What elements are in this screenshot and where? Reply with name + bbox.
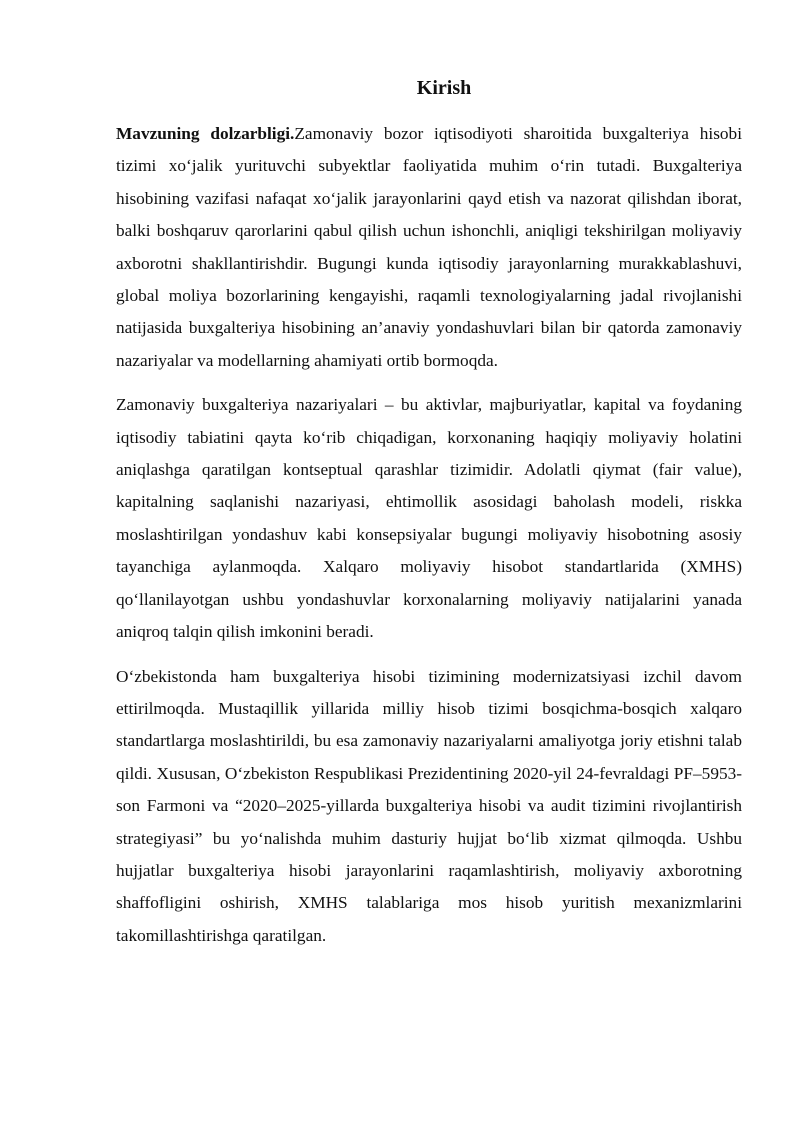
paragraph-relevance — [116, 118, 742, 377]
paragraph-uzbekistan — [116, 661, 742, 953]
page-title: Kirish — [416, 77, 472, 99]
paragraph-text: Zamonaviy bozor iqtisodiyoti sharoitida buxgalteriya hisobi tizimi xo‘jalik yurituvchi subyektlar faoliyatida muhim o‘rin tutadi. Buxgalteriya hisobining vazifasi nafaqat xo‘jalik jarayonlarini qayd etish va nazorat qilishdan iborat, balki boshqaruv qarorlarini qabul qilish uchun ishonchli, aniqligi tekshirilgan moliyaviy axborotni shakllantirishdir. Bugungi kunda iqtisodiy jarayonlarning murakkablashuvi, global moliya bozorlarining kengayishi, raqamli texnologiyalarning jadal rivojlanishi natijasida buxgalteriya hisobining an’anaviy yondashuvlari bilan bir qatorda zamonaviy nazariyalar va modellarning ahamiyati ortib bormoqda. — [116, 124, 743, 370]
paragraph-theories — [116, 389, 742, 648]
paragraph-lead: Mavzuning dolzarbligi. — [116, 124, 295, 143]
paragraph-text: O‘zbekistonda ham buxgalteriya hisobi tizimining modernizatsiyasi izchil davom ettirilmoqda. Mustaqillik yillarida milliy hisob tizimi bosqichma-bosqich xalqaro standartlarga moslashtirildi, bu esa zamonaviy nazariyalarni amaliyotga joriy etishni talab qildi. Xususan, O‘zbekiston Respublikasi Prezidentining 2020-yil 24-fevraldagi PF–5953-son Farmoni va “2020–2025-yillarda buxgalteriya hisobi va audit tizimini rivojlantirish strategiyasi” bu yo‘nalishda muhim dasturiy hujjat bo‘lib xizmat qilmoqda. Ushbu hujjatlar buxgalteriya hisobi jarayonlarini raqamlashtirish, moliyaviy axborotning shaffofligini oshirish, XMHS talablariga mos hisob yuritish mexanizmlarini takomillashtirishga qaratilgan. — [116, 666, 742, 945]
paragraph-text: Zamonaviy buxgalteriya nazariyalari – bu aktivlar, majburiyatlar, kapital va foydaning iqtisodiy tabiatini qayta ko‘rib chiqadigan, korxonaning haqiqiy moliyaviy holatini aniqlashga qaratilgan kontseptual qarashlar tizimidir. Adolatli qiymat (fair value), kapitalning saqlanishi nazariyasi, ehtimollik asosidagi baholash modeli, riskka moslashtirilgan yondashuv kabi konsepsiyalar bugungi moliyaviy hisobotning asosiy tayanchiga aylanmoqda. Xalqaro moliyaviy hisobot standartlarida (XMHS) qo‘llanilayotgan ushbu yondashuvlar korxonalarning moliyaviy natijalarini yanada aniqroq talqin qilish imkonini beradi. — [116, 395, 742, 642]
document-page — [116, 72, 742, 964]
